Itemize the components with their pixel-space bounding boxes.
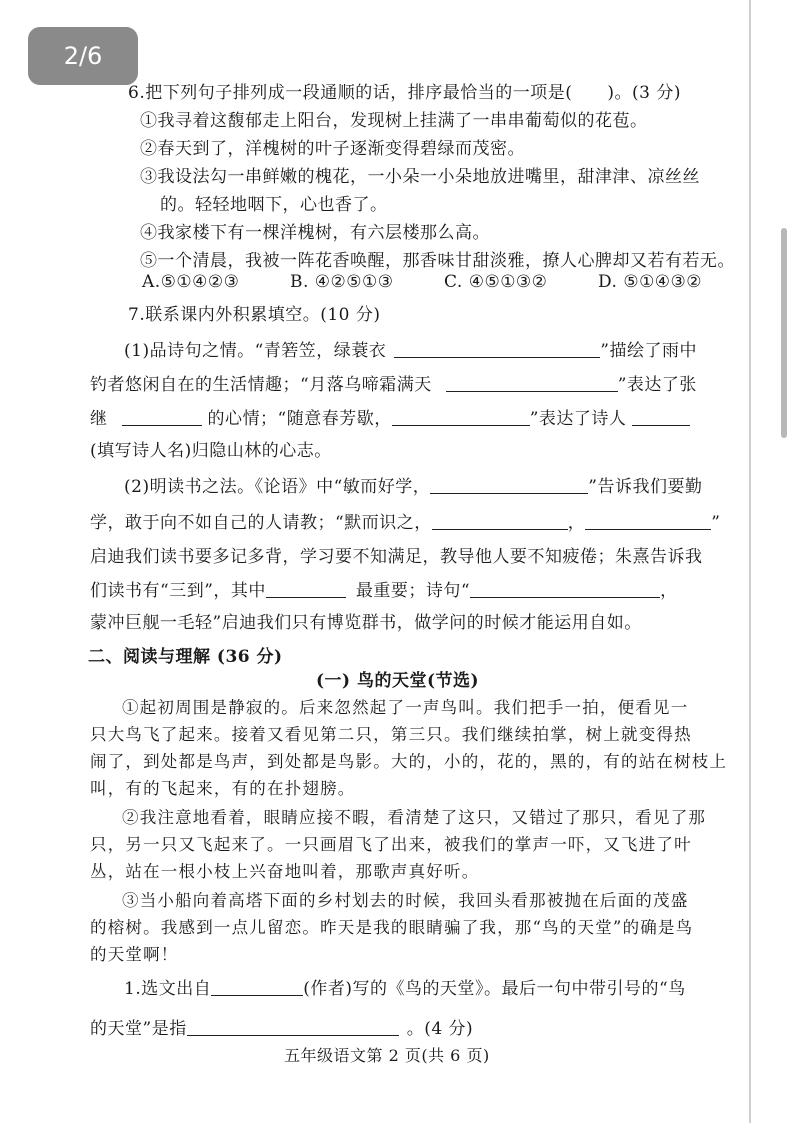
q7-p1-text-a: (1)品诗句之情。“青箬笠，绿蓑衣 (124, 341, 387, 361)
q7-p1-line4: (填写诗人名)归隐山林的心志。 (90, 441, 332, 461)
q7-p1-line3 (90, 404, 690, 429)
reading-q1-text-d: 。(4 分) (406, 1019, 474, 1039)
q7-p1-text-g: ”表达了诗人 (529, 409, 627, 429)
q7-p1-text-f: 的心情；“随意春芳歇， (207, 409, 392, 429)
answer-blank[interactable] (446, 375, 618, 392)
q6-stem: 6.把下列句子排列成一段通顺的话，排序最恰当的一项是( )。(3 分) (128, 83, 681, 103)
q6-sentence-3-line2: 的。轻轻地咽下，心也香了。 (160, 195, 388, 215)
q7-p1-text-e: 继 (90, 409, 108, 429)
answer-blank[interactable] (211, 979, 303, 996)
q6-option-c: C. ④⑤①③② (444, 272, 548, 292)
reading-q1-line1 (124, 974, 686, 999)
q7-p2-text-g: 最重要；诗句“ (355, 581, 471, 601)
passage-para1-line3: 闹了，到处都是鸟声，到处都是鸟影。大的，小的，花的，黑的，有的站在树枝上 (90, 752, 728, 771)
answer-blank[interactable] (585, 513, 711, 530)
scrollbar-thumb[interactable] (781, 228, 787, 438)
q7-p2-text-b: ”告诉我们要勤 (588, 477, 703, 497)
passage-para2-line3: 丛，站在一根小枝上兴奋地叫着，那歌声真好听。 (90, 862, 480, 881)
q7-p1-text-c: 钓者悠闲自在的生活情趣；“月落乌啼霜满天 (90, 375, 432, 395)
page-footer: 五年级语文第 2 页(共 6 页) (284, 1046, 490, 1065)
passage-para1-line2: 只大鸟飞了起来。接着又看见第二只，第三只。我们继续拍掌，树上就变得热 (90, 725, 692, 744)
q6-sentence-2: ②春天到了，洋槐树的叶子逐渐变得碧绿而茂密。 (140, 139, 525, 159)
answer-blank[interactable] (470, 581, 660, 598)
passage-para3-line1: ③当小船向着高塔下面的乡村划去的时候，我回头看那被抛在后面的茂盛 (122, 891, 689, 910)
passage-para3-line2: 的榕树。我感到一点儿留恋。昨天是我的眼睛骗了我，那“鸟的天堂”的确是鸟 (90, 918, 694, 937)
q7-p2-text-d: ， (567, 513, 586, 533)
q7-p2-text-f: 们读书有“三到”，其中 (90, 581, 266, 601)
q7-p2-text-a: (2)明读书之法。《论语》中“敏而好学， (124, 477, 431, 497)
q6-option-a: A.⑤①④②③ (142, 272, 240, 292)
q7-p1-text-b: ”描绘了雨中 (600, 341, 697, 361)
q7-p2-line5: 蒙冲巨舰一毛轻”启迪我们只有博览群书，做学问的时候才能运用自如。 (90, 613, 642, 633)
passage-para1-line1: ①起初周围是静寂的。后来忽然起了一声鸟叫。我们把手一拍，便看见一 (122, 698, 689, 717)
q7-title: 7.联系课内外积累填空。(10 分) (128, 305, 381, 325)
passage-para2-line2: 只，另一只又飞起来了。一只画眉飞了出来，被我们的掌声一吓，又飞进了叶 (90, 835, 692, 854)
passage-para2-line1: ②我注意地看着，眼睛应接不暇，看清楚了这只，又错过了那只，看见了那 (122, 808, 707, 827)
answer-blank[interactable] (432, 513, 568, 530)
page-edge-line (749, 0, 751, 1123)
q7-p2-line1 (124, 472, 702, 497)
answer-blank[interactable] (187, 1019, 399, 1036)
answer-blank[interactable] (632, 409, 690, 426)
passage-para3-line3: 的天堂啊！ (90, 945, 179, 964)
q7-p2-line2 (90, 508, 720, 533)
reading-q1-text-c: 的天堂”是指 (90, 1019, 187, 1039)
passage-para1-line4: 叫，有的飞起来，有的在扑翅膀。 (90, 779, 356, 798)
reading-q1-text-b: (作者)写的《鸟的天堂》。最后一句中带引号的“鸟 (303, 979, 686, 999)
q7-p2-text-e: ” (711, 513, 721, 533)
reading-q1-line2 (90, 1014, 473, 1039)
answer-blank[interactable] (430, 477, 588, 494)
q6-sentence-1: ①我寻着这馥郁走上阳台，发现树上挂满了一串串葡萄似的花苞。 (140, 111, 648, 131)
q6-option-d: D. ⑤①④③② (598, 272, 703, 292)
q6-sentence-4: ④我家楼下有一棵洋槐树，有六层楼那么高。 (140, 223, 490, 243)
answer-blank[interactable] (122, 409, 202, 426)
q6-sentence-5: ⑤一个清晨，我被一阵花香唤醒，那香味甘甜淡雅，撩人心脾却又若有若无。 (140, 251, 735, 271)
q7-p2-line3: 启迪我们读书要多记多背，学习要不知满足，教导他人要不知疲倦；朱熹告诉我 (90, 547, 703, 567)
passage-title: (一) 鸟的天堂(节选) (316, 671, 480, 691)
q7-p2-line4 (90, 576, 678, 601)
q7-p1-line2 (90, 370, 697, 395)
answer-blank[interactable] (392, 409, 530, 426)
page-indicator-badge: 2/6 (28, 27, 138, 85)
section-heading: 二、阅读与理解 (36 分) (88, 647, 283, 667)
answer-blank[interactable] (394, 341, 600, 358)
q7-p2-text-h: ， (660, 581, 678, 601)
answer-blank[interactable] (266, 581, 346, 598)
q7-p1-line1 (124, 336, 697, 361)
q7-p2-text-c: 学，敢于向不如自己的人请教；“默而识之， (90, 513, 432, 533)
reading-q1-text-a: 1.选文出自 (124, 979, 212, 999)
q7-p1-text-d: ”表达了张 (617, 375, 697, 395)
q6-sentence-3-line1: ③我设法勾一串鲜嫩的槐花，一小朵一小朵地放进嘴里，甜津津、凉丝丝 (140, 167, 700, 187)
q6-option-b: B. ④②⑤①③ (290, 272, 394, 292)
